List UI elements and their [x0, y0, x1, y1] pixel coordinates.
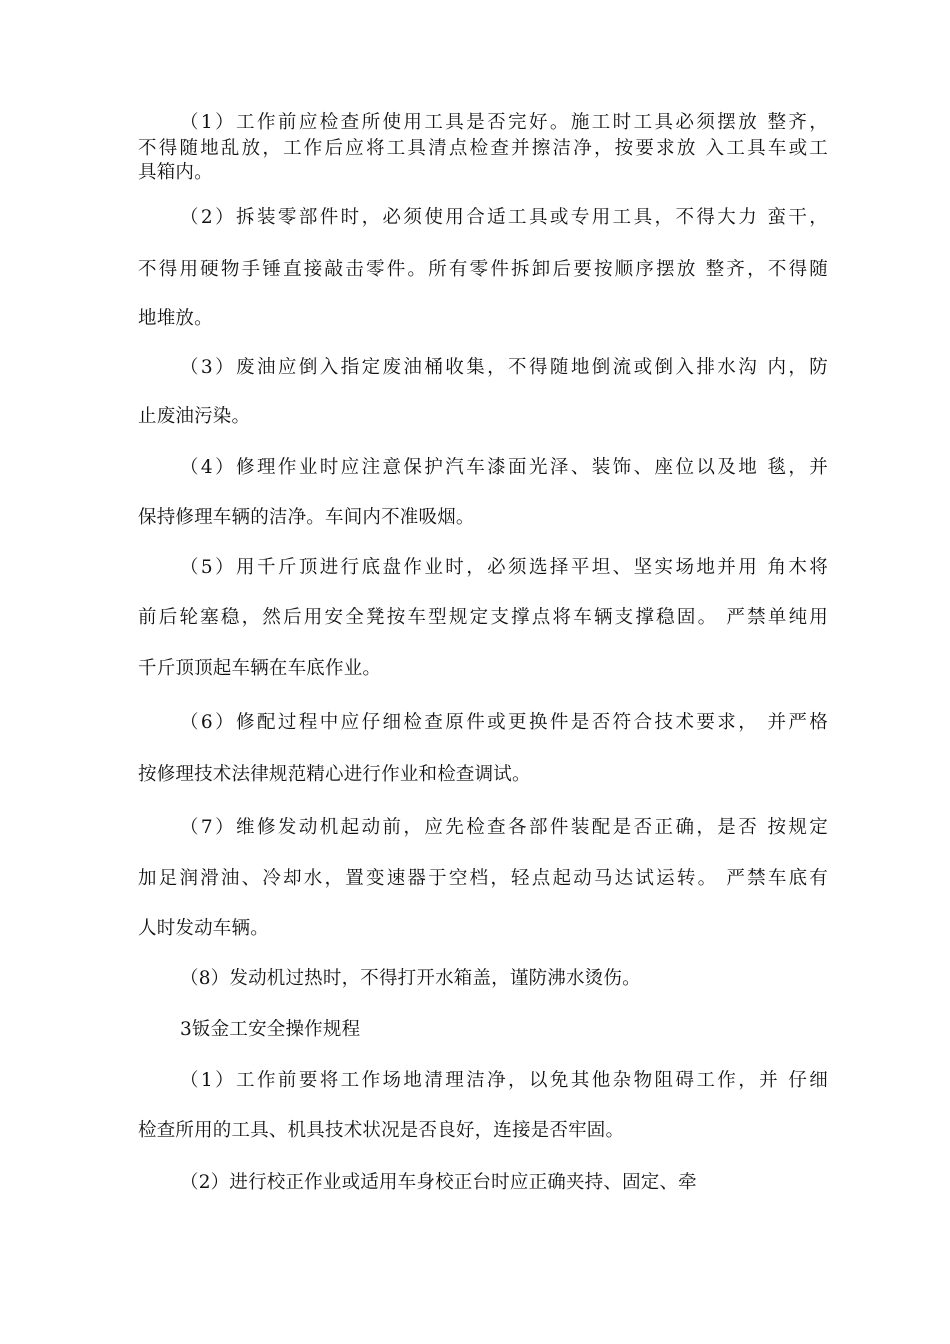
paragraph-line: 不得用硬物手锤直接敲击零件。所有零件拆卸后要按顺序摆放 整齐，不得随	[138, 259, 828, 280]
paragraph-line: 止废油污染。	[138, 406, 251, 427]
paragraph-line: （3）废油应倒入指定废油桶收集，不得随地倒流或倒入排水沟 内，防	[180, 357, 828, 378]
paragraph-line: （6）修配过程中应仔细检查原件或更换件是否符合技术要求， 并严格	[180, 712, 828, 733]
paragraph-line: 保持修理车辆的洁净。车间内不准吸烟。	[138, 507, 475, 528]
paragraph-line: 不得随地乱放，工作后应将工具清点检查并擦洁净，按要求放 入工具车或工	[138, 138, 828, 159]
paragraph-line: 前后轮塞稳，然后用安全凳按车型规定支撑点将车辆支撑稳固。 严禁单纯用	[138, 607, 828, 628]
paragraph-line: （4）修理作业时应注意保护汽车漆面光泽、装饰、座位以及地 毯，并	[180, 457, 828, 478]
paragraph-line: 千斤顶顶起车辆在车底作业。	[138, 658, 382, 679]
paragraph-line: 检查所用的工具、机具技术状况是否良好，连接是否牢固。	[138, 1120, 625, 1141]
paragraph-line: （1）工作前要将工作场地清理洁净，以免其他杂物阻碍工作，并 仔细	[180, 1070, 828, 1091]
paragraph-line: 具箱内。	[138, 162, 213, 183]
section-heading: 3钣金工安全操作规程	[180, 1019, 361, 1040]
paragraph-line: 加足润滑油、冷却水，置变速器于空档，轻点起动马达试运转。 严禁车底有	[138, 868, 828, 889]
paragraph-line: 地堆放。	[138, 308, 213, 329]
paragraph-line: （1）工作前应检查所使用工具是否完好。施工时工具必须摆放 整齐，	[180, 112, 828, 133]
paragraph-line: 人时发动车辆。	[138, 918, 269, 939]
paragraph-line: （5）用千斤顶进行底盘作业时，必须选择平坦、坚实场地并用 角木将	[180, 557, 828, 578]
paragraph-line: （2）拆装零部件时，必须使用合适工具或专用工具，不得大力 蛮干，	[180, 207, 828, 228]
paragraph-line: （7）维修发动机起动前，应先检查各部件装配是否正确，是否 按规定	[180, 817, 828, 838]
paragraph-line: （2）进行校正作业或适用车身校正台时应正确夹持、固定、牵	[180, 1172, 697, 1193]
paragraph-line: 按修理技术法律规范精心进行作业和检查调试。	[138, 764, 531, 785]
paragraph-line: （8）发动机过热时，不得打开水箱盖，谨防沸水烫伤。	[180, 968, 641, 989]
